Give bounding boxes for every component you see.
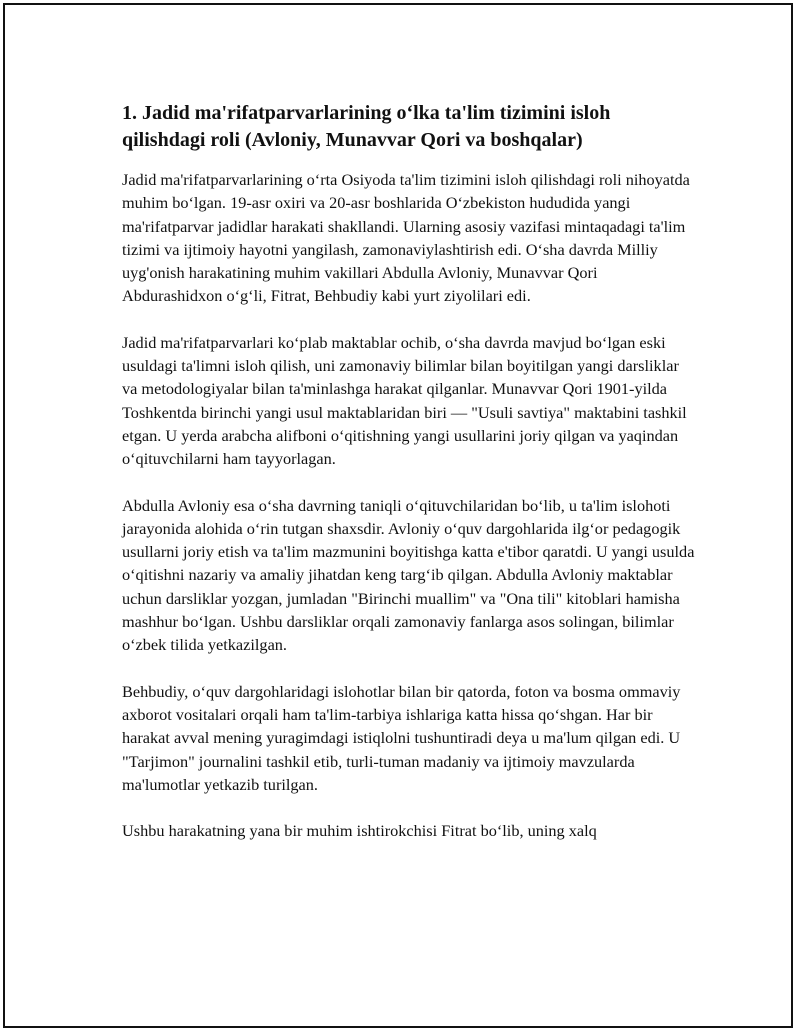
paragraph-3: Abdulla Avloniy esa o‘sha davrning taniqli o‘qituvchilaridan bo‘lib, u ta'lim islohoti jarayonida alohida o‘rin tutgan shaxsdir. Avloniy o‘quv dargohlarida ilg‘or pedagogik usullarni joriy etish va ta'lim mazmunini boyitishga katta e'tibor qaratdi. U yangi usulda o‘qitishni nazariy va amaliy jihatdan keng targ‘ib qilgan. Abdulla Avloniy maktablar uchun darsliklar yozgan, jumladan "Birinchi muallim" va "Ona tili" kitoblari hamisha mashhur bo‘lgan. Ushbu darsliklar orqali zamonaviy fanlarga asos solingan, bilimlar o‘zbek tilida yetkazilgan. [122,495,695,655]
paragraph-4: Behbudiy, o‘quv dargohlaridagi islohotlar bilan bir qatorda, foton va bosma ommaviy axborot vositalari orqali ham ta'lim-tarbiya ishlariga katta hissa qo‘shgan. Har bir harakat avval mening yuragimdagi istiqlolni tushuntiradi deya u ma'lum qilgan edi. U "Tarjimon" journalini tashkil etib, turli-tuman madaniy va ijtimoiy mavzularda ma'lumotlar yetkazib turilgan. [122,681,681,794]
paragraph-2: Jadid ma'rifatparvarlari ko‘plab maktablar ochib, o‘sha davrda mavjud bo‘lgan eski usuldagi ta'limni isloh qilish, uni zamonaviy bilimlar bilan boyitilgan yangi darsliklar va metodologiyalar bilan ta'minlashga harakat qilganlar. Munavvar Qori 1901-yilda Toshkentda birinchi yangi usul maktablaridan biri — "Usuli savtiya" maktabini tashkil etgan. U yerda arabcha alifboni o‘qitishning yangi usullarini joriy qilgan va yaqindan o‘qituvchilarni ham tayyorlagan. [122,332,687,469]
paragraph-5: Ushbu harakatning yana bir muhim ishtirokchisi Fitrat bo‘lib, uning xalq [122,821,597,841]
page-frame [3,3,793,1028]
paragraph-1: Jadid ma'rifatparvarlarining o‘rta Osiyoda ta'lim tizimini isloh qilishdagi roli nihoyatda muhim bo‘lgan. 19-asr oxiri va 20-asr boshlarida O‘zbekiston hududida yangi ma'rifatparvar jadidlar harakati shakllandi. Ularning asosiy vazifasi mintaqadagi ta'lim tizimi va ijtimoiy hayotni yangilash, zamonaviylashtirish edi. O‘sha davrda Milliy uyg'onish harakatining muhim vakillari Abdulla Avloniy, Munavvar Qori Abdurashidxon o‘g‘li, Fitrat, Behbudiy kabi yurt ziyolilari edi. [122,170,690,306]
section-heading: 1. Jadid ma'rifatparvarlarining o‘lka ta'lim tizimini isloh qilishdagi roli (Avloniy, Munavvar Qori va boshqalar) [122,102,611,151]
document-body [122,100,697,865]
